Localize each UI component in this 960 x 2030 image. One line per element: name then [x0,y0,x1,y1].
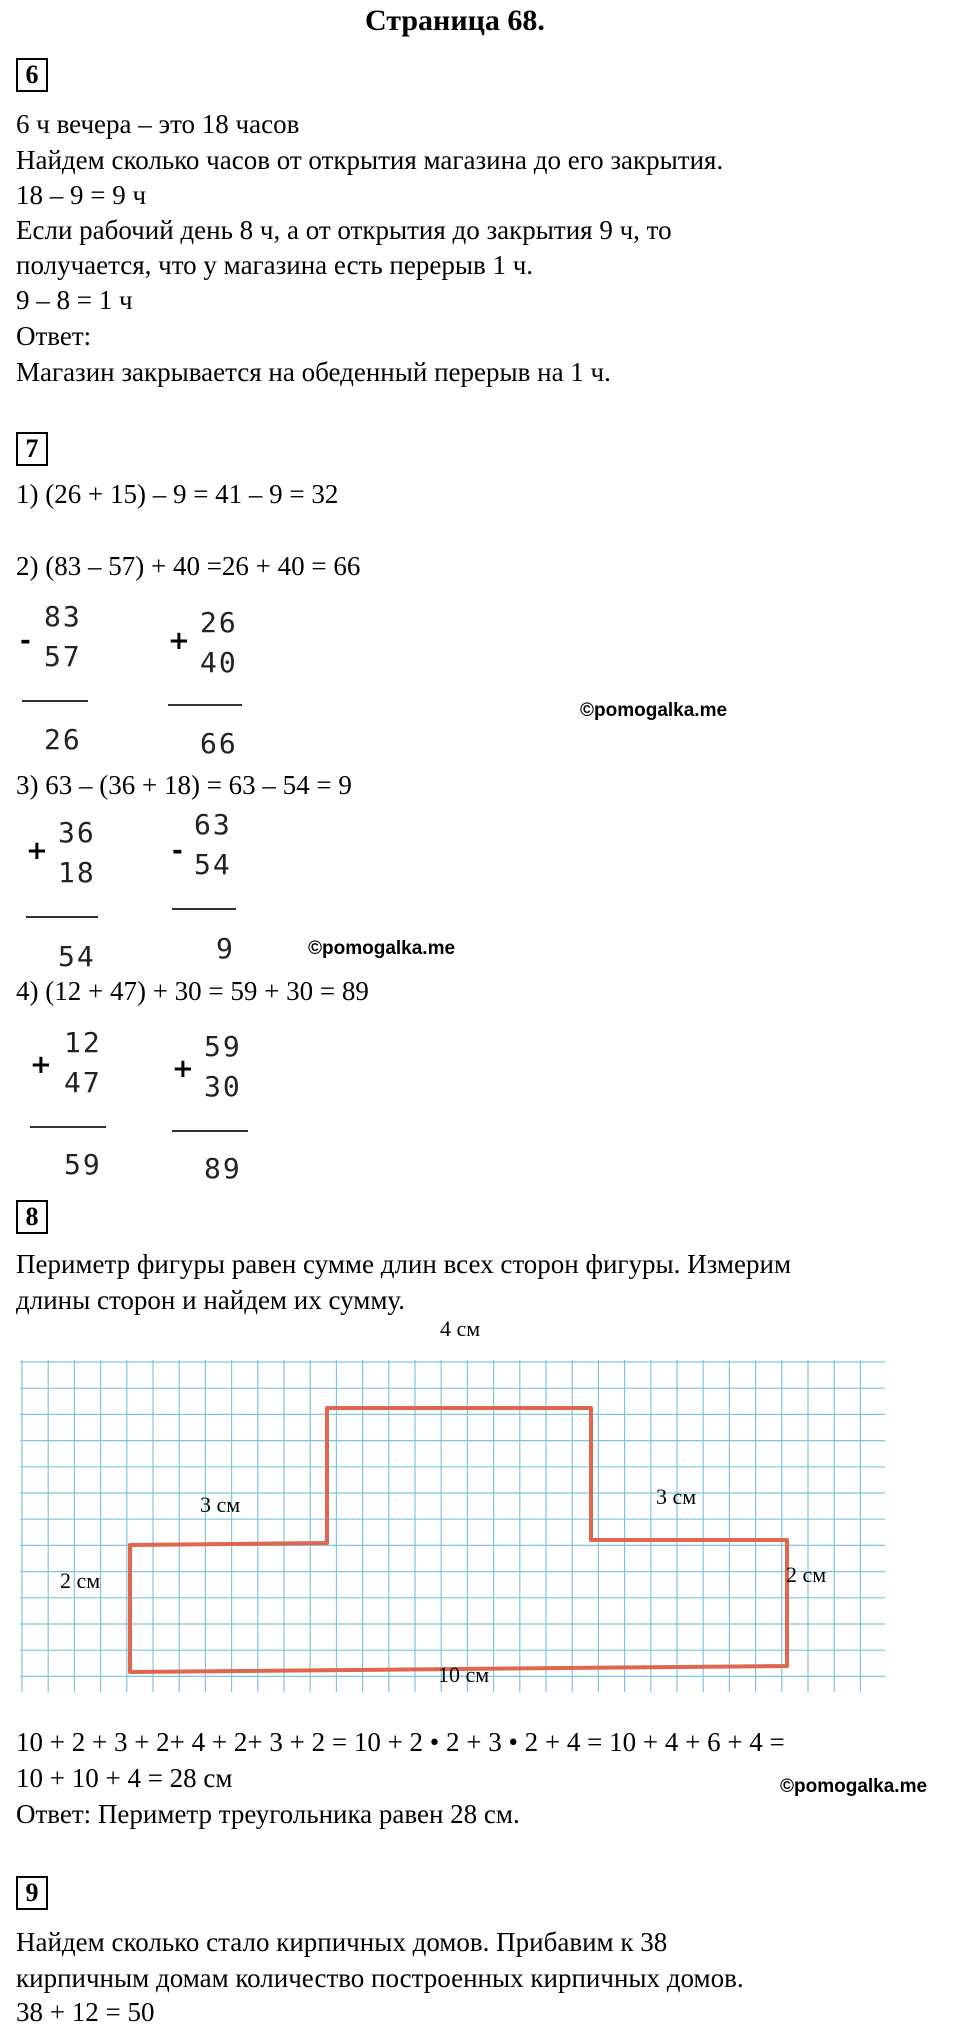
task7-expression-2: 2) (83 – 57) + 40 =26 + 40 = 66 [16,551,361,581]
task7-expression-3: 3) 63 – (36 + 18) = 63 – 54 = 9 [16,770,352,800]
column-top-number: 12 [64,1026,102,1059]
plus-sign: + [172,1054,194,1084]
task7-expression-4: 4) (12 + 47) + 30 = 59 + 30 = 89 [16,976,369,1006]
column-result: 9 [216,932,235,965]
column-underline [168,704,242,706]
plus-sign: + [30,1050,52,1080]
task8-answer: Ответ: Периметр треугольника равен 28 см. [16,1799,520,1829]
label-bottom-side: 10 см [438,1662,490,1687]
column-underline [26,916,98,918]
plus-sign: + [168,626,190,656]
column-top-number: 83 [44,600,82,633]
task6-line-2: Найдем сколько часов от открытия магазина до его закрытия. [16,145,724,175]
column-bottom-number: 47 [64,1066,102,1099]
label-right-step: 3 см [656,1484,697,1509]
watermark: ©pomogalka.me [780,1776,928,1797]
column-top-number: 63 [194,808,232,841]
column-underline [172,1130,248,1132]
column-result: 59 [64,1148,102,1181]
minus-sign: - [20,626,31,656]
task9-line-1: Найдем сколько стало кирпичных домов. Прибавим к 38 [16,1927,668,1957]
task8-calculation-1: 10 + 2 + 3 + 2+ 4 + 2+ 3 + 2 = 10 + 2 • 2 + 3 • 2 + 4 = 10 + 4 + 6 + 4 = [16,1727,785,1757]
task9-line-3: 38 + 12 = 50 [16,1997,155,2027]
task6-line-4: Если рабочий день 8 ч, а от открытия до закрытия 9 ч, то [16,215,672,245]
label-left-side: 2 см [60,1568,101,1593]
grid-figure-svg [20,1360,885,1692]
task-number-8: 8 [16,1200,48,1234]
task6-line-7: Ответ: [16,321,92,351]
column-bottom-number: 30 [204,1070,242,1103]
column-underline [22,700,88,702]
column-bottom-number: 57 [44,640,82,673]
label-left-step: 3 см [200,1492,241,1517]
column-result: 26 [44,723,82,756]
column-top-number: 59 [204,1030,242,1063]
column-bottom-number: 40 [200,646,238,679]
task-number-9: 9 [16,1876,48,1910]
task-number-7: 7 [16,432,48,466]
task8-calculation-2: 10 + 10 + 4 = 28 см [16,1763,233,1793]
label-top-side: 4 см [440,1316,481,1341]
task6-line-1: 6 ч вечера – это 18 часов [16,109,300,139]
task6-line-3: 18 – 9 = 9 ч [16,180,147,210]
column-top-number: 36 [58,816,96,849]
column-underline [30,1126,106,1128]
task8-line-2: длины сторон и найдем их сумму. [16,1285,405,1315]
watermark: ©pomogalka.me [580,700,728,721]
column-top-number: 26 [200,606,238,639]
task6-line-6: 9 – 8 = 1 ч [16,285,133,315]
column-underline [172,908,236,910]
page-title: Страница 68. [365,4,545,37]
column-result: 54 [58,940,96,973]
column-bottom-number: 18 [58,856,96,889]
task6-line-8: Магазин закрывается на обеденный перерыв на 1 ч. [16,357,611,387]
grid-figure [20,1360,885,1692]
task8-line-1: Периметр фигуры равен сумме длин всех сторон фигуры. Измерим [16,1249,792,1279]
label-right-side: 2 см [786,1562,827,1587]
column-result: 66 [200,727,238,760]
minus-sign: - [172,836,183,866]
task6-line-5: получается, что у магазина есть перерыв 1 ч. [16,250,534,280]
task-number-6: 6 [16,58,48,92]
task9-line-2: кирпичным домам количество построенных кирпичных домов. [16,1963,744,1993]
column-bottom-number: 54 [194,848,232,881]
plus-sign: + [26,836,48,866]
task7-expression-1: 1) (26 + 15) – 9 = 41 – 9 = 32 [16,479,339,509]
watermark: ©pomogalka.me [308,938,456,959]
column-result: 89 [204,1152,242,1185]
